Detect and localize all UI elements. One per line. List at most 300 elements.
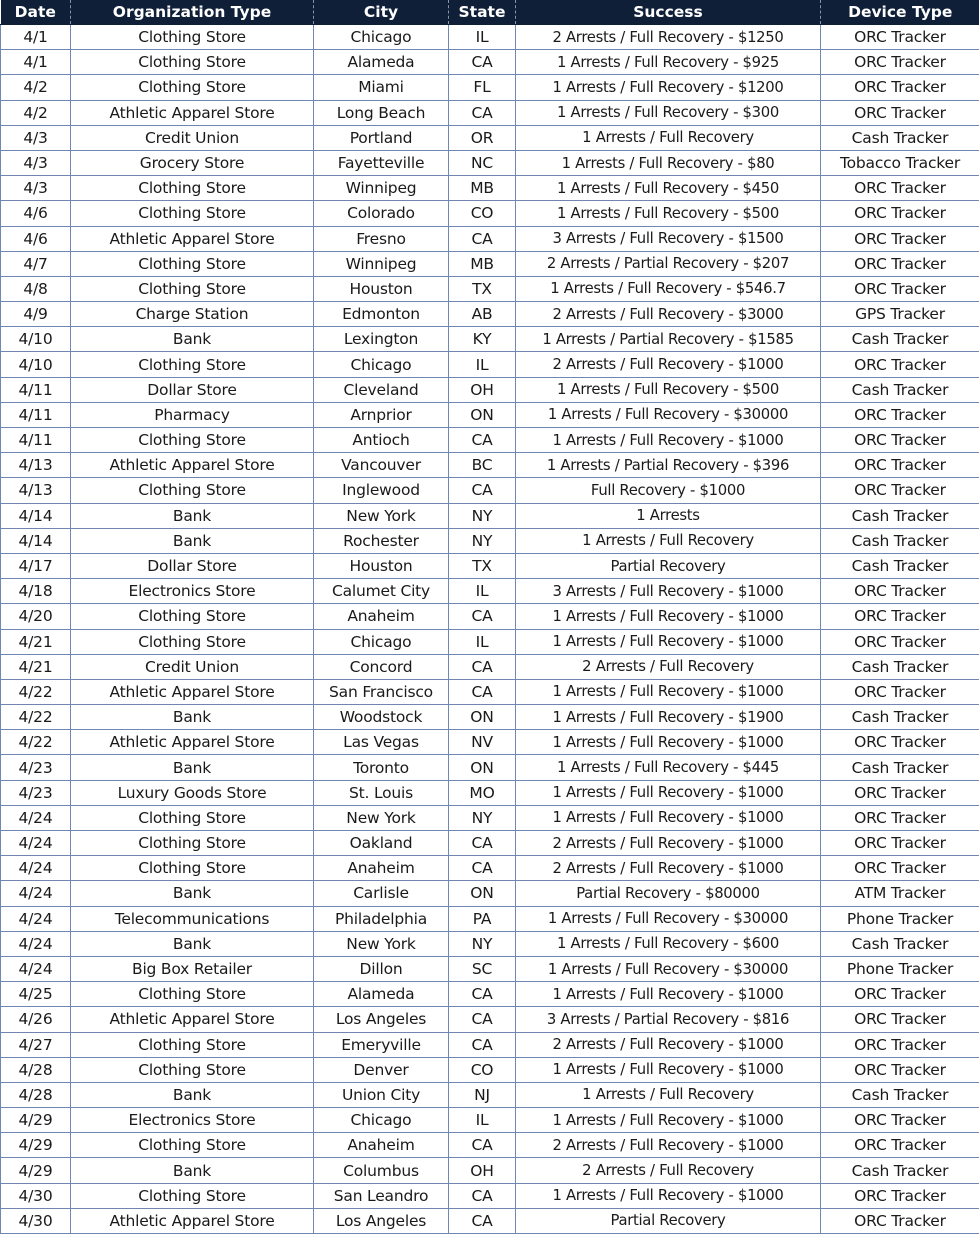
date-cell: 4/24 [1, 881, 71, 906]
date-cell: 4/13 [1, 478, 71, 503]
organization-type-cell: Clothing Store [71, 251, 314, 276]
table-row [1, 1108, 979, 1133]
city-cell: Carlisle [314, 881, 449, 906]
device-type-cell: ORC Tracker [821, 780, 979, 805]
organization-type-cell: Bank [71, 755, 314, 780]
city-cell: Calumet City [314, 579, 449, 604]
state-cell: IL [449, 1108, 516, 1133]
city-cell: Oakland [314, 831, 449, 856]
header-organization-type: Organization Type [71, 0, 314, 25]
city-cell: Las Vegas [314, 730, 449, 755]
success-cell: 1 Arrests / Full Recovery - $500 [516, 201, 821, 226]
organization-type-cell: Clothing Store [71, 604, 314, 629]
device-type-cell: Cash Tracker [821, 528, 979, 553]
organization-type-cell: Athletic Apparel Store [71, 679, 314, 704]
organization-type-cell: Clothing Store [71, 50, 314, 75]
state-cell: IL [449, 25, 516, 50]
success-cell: 1 Arrests / Full Recovery - $1000 [516, 1183, 821, 1208]
city-cell: Winnipeg [314, 176, 449, 201]
state-cell: MO [449, 780, 516, 805]
success-cell: Partial Recovery [516, 1208, 821, 1233]
device-type-cell: ORC Tracker [821, 402, 979, 427]
date-cell: 4/2 [1, 100, 71, 125]
device-type-cell: ORC Tracker [821, 679, 979, 704]
state-cell: ON [449, 881, 516, 906]
date-cell: 4/20 [1, 604, 71, 629]
table-row [1, 1158, 979, 1183]
city-cell: Chicago [314, 25, 449, 50]
device-type-cell: Phone Tracker [821, 906, 979, 931]
city-cell: Chicago [314, 629, 449, 654]
table-row [1, 453, 979, 478]
success-cell: Partial Recovery [516, 553, 821, 578]
table-row [1, 226, 979, 251]
success-cell: 1 Arrests / Full Recovery - $30000 [516, 402, 821, 427]
device-type-cell: Cash Tracker [821, 654, 979, 679]
success-cell: 1 Arrests / Full Recovery - $1000 [516, 780, 821, 805]
table-row [1, 931, 979, 956]
state-cell: NY [449, 528, 516, 553]
table-row [1, 1032, 979, 1057]
table-row [1, 478, 979, 503]
success-cell: 1 Arrests / Full Recovery [516, 528, 821, 553]
date-cell: 4/30 [1, 1183, 71, 1208]
organization-type-cell: Clothing Store [71, 176, 314, 201]
state-cell: ON [449, 755, 516, 780]
success-cell: 1 Arrests / Partial Recovery - $1585 [516, 327, 821, 352]
success-cell: 1 Arrests / Full Recovery - $1000 [516, 805, 821, 830]
table-row [1, 1057, 979, 1082]
state-cell: OH [449, 1158, 516, 1183]
success-cell: 2 Arrests / Full Recovery - $1000 [516, 856, 821, 881]
success-cell: 2 Arrests / Full Recovery - $1000 [516, 831, 821, 856]
city-cell: Houston [314, 553, 449, 578]
state-cell: CA [449, 604, 516, 629]
device-type-cell: ORC Tracker [821, 1133, 979, 1158]
organization-type-cell: Clothing Store [71, 25, 314, 50]
success-cell: 2 Arrests / Full Recovery [516, 654, 821, 679]
organization-type-cell: Bank [71, 503, 314, 528]
city-cell: Chicago [314, 352, 449, 377]
device-type-cell: ORC Tracker [821, 1032, 979, 1057]
date-cell: 4/6 [1, 201, 71, 226]
city-cell: Cleveland [314, 377, 449, 402]
state-cell: NY [449, 503, 516, 528]
state-cell: CA [449, 1183, 516, 1208]
success-cell: 2 Arrests / Full Recovery - $3000 [516, 302, 821, 327]
table-row [1, 881, 979, 906]
city-cell: Los Angeles [314, 1208, 449, 1233]
device-type-cell: ORC Tracker [821, 856, 979, 881]
organization-type-cell: Athletic Apparel Store [71, 453, 314, 478]
table-row [1, 654, 979, 679]
organization-type-cell: Bank [71, 881, 314, 906]
header-state: State [449, 0, 516, 25]
organization-type-cell: Clothing Store [71, 75, 314, 100]
date-cell: 4/3 [1, 125, 71, 150]
date-cell: 4/24 [1, 906, 71, 931]
table-row [1, 150, 979, 175]
device-type-cell: ORC Tracker [821, 1208, 979, 1233]
city-cell: Chicago [314, 1108, 449, 1133]
state-cell: TX [449, 276, 516, 301]
organization-type-cell: Telecommunications [71, 906, 314, 931]
success-cell: 1 Arrests / Partial Recovery - $396 [516, 453, 821, 478]
date-cell: 4/29 [1, 1133, 71, 1158]
organization-type-cell: Athletic Apparel Store [71, 226, 314, 251]
success-cell: 1 Arrests / Full Recovery - $1900 [516, 705, 821, 730]
organization-type-cell: Pharmacy [71, 402, 314, 427]
organization-type-cell: Athletic Apparel Store [71, 1208, 314, 1233]
organization-type-cell: Bank [71, 1158, 314, 1183]
date-cell: 4/2 [1, 75, 71, 100]
city-cell: Arnprior [314, 402, 449, 427]
city-cell: Concord [314, 654, 449, 679]
date-cell: 4/14 [1, 528, 71, 553]
table-row [1, 780, 979, 805]
state-cell: KY [449, 327, 516, 352]
table-row [1, 100, 979, 125]
success-cell: 1 Arrests / Full Recovery - $1000 [516, 428, 821, 453]
city-cell: New York [314, 805, 449, 830]
state-cell: IL [449, 579, 516, 604]
table-row [1, 327, 979, 352]
state-cell: CA [449, 1007, 516, 1032]
table-header [1, 0, 979, 25]
state-cell: CA [449, 1032, 516, 1057]
organization-type-cell: Clothing Store [71, 276, 314, 301]
device-type-cell: ORC Tracker [821, 100, 979, 125]
device-type-cell: ORC Tracker [821, 453, 979, 478]
city-cell: Miami [314, 75, 449, 100]
table-row [1, 503, 979, 528]
city-cell: Anaheim [314, 1133, 449, 1158]
device-type-cell: ORC Tracker [821, 604, 979, 629]
organization-type-cell: Credit Union [71, 654, 314, 679]
success-cell: 1 Arrests / Full Recovery - $300 [516, 100, 821, 125]
success-cell: 1 Arrests / Full Recovery - $925 [516, 50, 821, 75]
device-type-cell: ORC Tracker [821, 805, 979, 830]
device-type-cell: ORC Tracker [821, 1183, 979, 1208]
table-row [1, 730, 979, 755]
device-type-cell: ORC Tracker [821, 276, 979, 301]
organization-type-cell: Bank [71, 1082, 314, 1107]
city-cell: Denver [314, 1057, 449, 1082]
date-cell: 4/24 [1, 856, 71, 881]
city-cell: San Francisco [314, 679, 449, 704]
state-cell: CA [449, 1208, 516, 1233]
city-cell: Portland [314, 125, 449, 150]
table-row [1, 579, 979, 604]
success-cell: 1 Arrests / Full Recovery - $1000 [516, 982, 821, 1007]
date-cell: 4/1 [1, 25, 71, 50]
date-cell: 4/24 [1, 956, 71, 981]
date-cell: 4/23 [1, 755, 71, 780]
success-cell: 1 Arrests / Full Recovery - $1000 [516, 1108, 821, 1133]
table-row [1, 679, 979, 704]
state-cell: CA [449, 428, 516, 453]
table-row [1, 982, 979, 1007]
success-cell: 2 Arrests / Full Recovery - $1000 [516, 352, 821, 377]
city-cell: San Leandro [314, 1183, 449, 1208]
device-type-cell: GPS Tracker [821, 302, 979, 327]
date-cell: 4/13 [1, 453, 71, 478]
organization-type-cell: Credit Union [71, 125, 314, 150]
device-type-cell: ORC Tracker [821, 478, 979, 503]
state-cell: PA [449, 906, 516, 931]
date-cell: 4/18 [1, 579, 71, 604]
state-cell: CA [449, 100, 516, 125]
city-cell: Woodstock [314, 705, 449, 730]
city-cell: Columbus [314, 1158, 449, 1183]
city-cell: Alameda [314, 50, 449, 75]
success-cell: 2 Arrests / Full Recovery [516, 1158, 821, 1183]
organization-type-cell: Bank [71, 327, 314, 352]
state-cell: OH [449, 377, 516, 402]
date-cell: 4/11 [1, 428, 71, 453]
success-cell: 2 Arrests / Full Recovery - $1250 [516, 25, 821, 50]
device-type-cell: Cash Tracker [821, 1158, 979, 1183]
success-cell: 1 Arrests / Full Recovery [516, 125, 821, 150]
organization-type-cell: Clothing Store [71, 1133, 314, 1158]
state-cell: CA [449, 654, 516, 679]
organization-type-cell: Clothing Store [71, 805, 314, 830]
success-cell: 1 Arrests / Full Recovery - $546.7 [516, 276, 821, 301]
date-cell: 4/22 [1, 705, 71, 730]
organization-type-cell: Clothing Store [71, 856, 314, 881]
table-row [1, 428, 979, 453]
date-cell: 4/22 [1, 730, 71, 755]
table-row [1, 956, 979, 981]
state-cell: SC [449, 956, 516, 981]
table-row [1, 553, 979, 578]
organization-type-cell: Dollar Store [71, 377, 314, 402]
table-row [1, 302, 979, 327]
state-cell: NV [449, 730, 516, 755]
date-cell: 4/26 [1, 1007, 71, 1032]
organization-type-cell: Grocery Store [71, 150, 314, 175]
success-cell: 3 Arrests / Partial Recovery - $816 [516, 1007, 821, 1032]
table-row [1, 604, 979, 629]
city-cell: Lexington [314, 327, 449, 352]
date-cell: 4/14 [1, 503, 71, 528]
state-cell: CA [449, 982, 516, 1007]
city-cell: Anaheim [314, 856, 449, 881]
state-cell: OR [449, 125, 516, 150]
organization-type-cell: Electronics Store [71, 1108, 314, 1133]
device-type-cell: ORC Tracker [821, 251, 979, 276]
organization-type-cell: Clothing Store [71, 352, 314, 377]
device-type-cell: ORC Tracker [821, 1108, 979, 1133]
organization-type-cell: Charge Station [71, 302, 314, 327]
state-cell: CA [449, 478, 516, 503]
success-cell: 1 Arrests / Full Recovery - $1000 [516, 629, 821, 654]
success-cell: 1 Arrests / Full Recovery - $30000 [516, 906, 821, 931]
table-row [1, 125, 979, 150]
state-cell: MB [449, 251, 516, 276]
city-cell: New York [314, 931, 449, 956]
device-type-cell: Cash Tracker [821, 327, 979, 352]
device-type-cell: ORC Tracker [821, 226, 979, 251]
device-type-cell: ORC Tracker [821, 1057, 979, 1082]
city-cell: Inglewood [314, 478, 449, 503]
city-cell: Fresno [314, 226, 449, 251]
date-cell: 4/1 [1, 50, 71, 75]
table-row [1, 1183, 979, 1208]
date-cell: 4/21 [1, 629, 71, 654]
table-row [1, 1133, 979, 1158]
state-cell: NY [449, 805, 516, 830]
state-cell: ON [449, 402, 516, 427]
state-cell: NJ [449, 1082, 516, 1107]
table-row [1, 805, 979, 830]
device-type-cell: ORC Tracker [821, 176, 979, 201]
organization-type-cell: Clothing Store [71, 478, 314, 503]
state-cell: CA [449, 831, 516, 856]
table-row [1, 1082, 979, 1107]
device-type-cell: ORC Tracker [821, 352, 979, 377]
city-cell: St. Louis [314, 780, 449, 805]
city-cell: Fayetteville [314, 150, 449, 175]
state-cell: CA [449, 679, 516, 704]
device-type-cell: Tobacco Tracker [821, 150, 979, 175]
device-type-cell: Cash Tracker [821, 931, 979, 956]
success-cell: 1 Arrests / Full Recovery [516, 1082, 821, 1107]
device-type-cell: Cash Tracker [821, 705, 979, 730]
success-cell: 3 Arrests / Full Recovery - $1000 [516, 579, 821, 604]
device-type-cell: ORC Tracker [821, 201, 979, 226]
device-type-cell: Cash Tracker [821, 755, 979, 780]
table-row [1, 831, 979, 856]
state-cell: TX [449, 553, 516, 578]
device-type-cell: Cash Tracker [821, 503, 979, 528]
header-device-type: Device Type [821, 0, 979, 25]
date-cell: 4/3 [1, 150, 71, 175]
date-cell: 4/24 [1, 805, 71, 830]
city-cell: Philadelphia [314, 906, 449, 931]
city-cell: Toronto [314, 755, 449, 780]
date-cell: 4/11 [1, 402, 71, 427]
date-cell: 4/24 [1, 831, 71, 856]
device-type-cell: ORC Tracker [821, 579, 979, 604]
date-cell: 4/23 [1, 780, 71, 805]
city-cell: Vancouver [314, 453, 449, 478]
table-row [1, 251, 979, 276]
date-cell: 4/21 [1, 654, 71, 679]
organization-type-cell: Clothing Store [71, 629, 314, 654]
state-cell: IL [449, 352, 516, 377]
date-cell: 4/7 [1, 251, 71, 276]
organization-type-cell: Luxury Goods Store [71, 780, 314, 805]
city-cell: Long Beach [314, 100, 449, 125]
device-type-cell: ORC Tracker [821, 831, 979, 856]
organization-type-cell: Bank [71, 705, 314, 730]
organization-type-cell: Clothing Store [71, 831, 314, 856]
table-row [1, 906, 979, 931]
date-cell: 4/9 [1, 302, 71, 327]
date-cell: 4/29 [1, 1108, 71, 1133]
header-row [1, 0, 979, 25]
table-row [1, 528, 979, 553]
date-cell: 4/28 [1, 1082, 71, 1107]
table-body [1, 25, 979, 1234]
city-cell: Edmonton [314, 302, 449, 327]
date-cell: 4/11 [1, 377, 71, 402]
table-row [1, 856, 979, 881]
header-success: Success [516, 0, 821, 25]
date-cell: 4/22 [1, 679, 71, 704]
success-cell: 2 Arrests / Full Recovery - $1000 [516, 1032, 821, 1057]
device-type-cell: ORC Tracker [821, 75, 979, 100]
device-type-cell: ATM Tracker [821, 881, 979, 906]
success-cell: 1 Arrests / Full Recovery - $445 [516, 755, 821, 780]
device-type-cell: ORC Tracker [821, 730, 979, 755]
device-type-cell: ORC Tracker [821, 25, 979, 50]
city-cell: Dillon [314, 956, 449, 981]
success-cell: 1 Arrests / Full Recovery - $1000 [516, 604, 821, 629]
organization-type-cell: Electronics Store [71, 579, 314, 604]
table-row [1, 1007, 979, 1032]
organization-type-cell: Clothing Store [71, 1183, 314, 1208]
state-cell: BC [449, 453, 516, 478]
state-cell: IL [449, 629, 516, 654]
success-cell: Full Recovery - $1000 [516, 478, 821, 503]
table-row [1, 705, 979, 730]
table-row [1, 25, 979, 50]
table-row [1, 176, 979, 201]
table-row [1, 377, 979, 402]
device-type-cell: Cash Tracker [821, 125, 979, 150]
organization-type-cell: Clothing Store [71, 1057, 314, 1082]
city-cell: Union City [314, 1082, 449, 1107]
date-cell: 4/10 [1, 352, 71, 377]
state-cell: MB [449, 176, 516, 201]
table-row [1, 352, 979, 377]
device-type-cell: ORC Tracker [821, 1007, 979, 1032]
device-type-cell: ORC Tracker [821, 50, 979, 75]
city-cell: Antioch [314, 428, 449, 453]
state-cell: CA [449, 856, 516, 881]
city-cell: Emeryville [314, 1032, 449, 1057]
date-cell: 4/17 [1, 553, 71, 578]
state-cell: CO [449, 201, 516, 226]
table-row [1, 201, 979, 226]
state-cell: NY [449, 931, 516, 956]
success-cell: 3 Arrests / Full Recovery - $1500 [516, 226, 821, 251]
success-cell: 2 Arrests / Full Recovery - $1000 [516, 1133, 821, 1158]
table-row [1, 50, 979, 75]
date-cell: 4/30 [1, 1208, 71, 1233]
city-cell: New York [314, 503, 449, 528]
organization-type-cell: Athletic Apparel Store [71, 1007, 314, 1032]
success-cell: Partial Recovery - $80000 [516, 881, 821, 906]
city-cell: Alameda [314, 982, 449, 1007]
city-cell: Winnipeg [314, 251, 449, 276]
city-cell: Houston [314, 276, 449, 301]
city-cell: Anaheim [314, 604, 449, 629]
date-cell: 4/10 [1, 327, 71, 352]
state-cell: CA [449, 1133, 516, 1158]
date-cell: 4/6 [1, 226, 71, 251]
success-cell: 1 Arrests / Full Recovery - $600 [516, 931, 821, 956]
table-row [1, 755, 979, 780]
state-cell: CA [449, 226, 516, 251]
table-row [1, 75, 979, 100]
organization-type-cell: Clothing Store [71, 428, 314, 453]
organization-type-cell: Big Box Retailer [71, 956, 314, 981]
success-cell: 2 Arrests / Partial Recovery - $207 [516, 251, 821, 276]
device-type-cell: ORC Tracker [821, 428, 979, 453]
